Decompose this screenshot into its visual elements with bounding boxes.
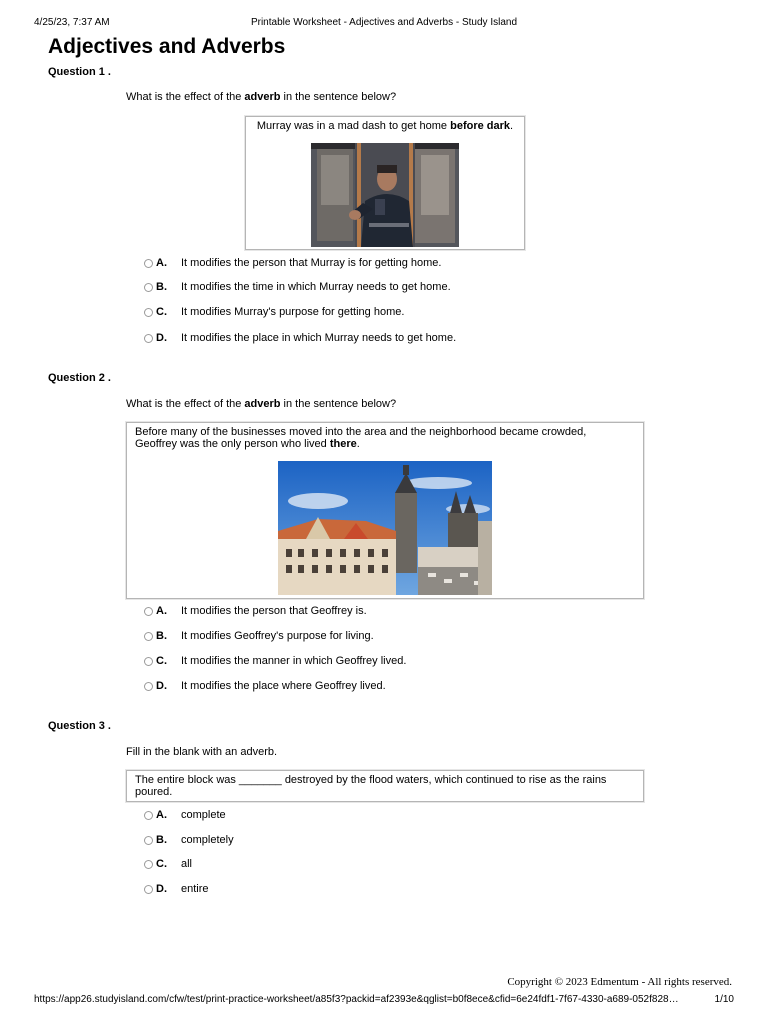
question-1-passage (245, 116, 525, 250)
choice-text: all (181, 858, 193, 870)
choice-text: It modifies the place in which Murray needs to get home. (181, 332, 457, 344)
passage-text: . (510, 120, 514, 132)
question-2-label: Question 2 . (48, 372, 111, 384)
choice-letter: A. (156, 809, 167, 821)
print-page-title: Printable Worksheet - Adjectives and Adverbs - Study Island (250, 17, 518, 28)
choice-letter: C. (156, 306, 167, 318)
passage-text: Murray was in a mad dash to get home (256, 120, 451, 132)
passage-keyword: there (329, 438, 357, 450)
passage-photo-man-at-door (311, 143, 459, 247)
choice-text: It modifies Murray's purpose for getting home. (181, 306, 405, 318)
choice-letter: C. (156, 655, 167, 667)
question-3-passage (126, 770, 644, 802)
choice-text: completely (181, 834, 234, 846)
prompt-keyword: adverb (244, 91, 281, 103)
radio-button[interactable] (144, 308, 153, 317)
question-3-prompt: Fill in the blank with an adverb. (126, 746, 278, 758)
choice-letter: B. (156, 630, 167, 642)
passage-text: Before many of the businesses moved into the area and the neighborhood became crowded, Geoffrey was the only person who lived (135, 426, 587, 450)
passage-photo-old-town-square (278, 461, 492, 595)
choice-letter: B. (156, 834, 167, 846)
choice-text: It modifies the place where Geoffrey lived. (181, 680, 386, 692)
question-2-prompt (126, 398, 396, 411)
question-1-label: Question 1 . (48, 66, 111, 78)
choice-letter: C. (156, 858, 167, 870)
passage-sentence (254, 120, 516, 132)
question-1-prompt (126, 91, 396, 104)
choice-letter: B. (156, 281, 167, 293)
choice-text: It modifies Geoffrey's purpose for living. (181, 630, 374, 642)
choice-letter: D. (156, 883, 167, 895)
print-datetime: 4/25/23, 7:37 AM (34, 17, 110, 28)
radio-button[interactable] (144, 682, 153, 691)
choice-letter: A. (156, 605, 167, 617)
radio-button[interactable] (144, 632, 153, 641)
choice-text: entire (181, 883, 209, 895)
choice-text: It modifies the person that Geoffrey is. (181, 605, 367, 617)
choice-text: complete (181, 809, 226, 821)
radio-button[interactable] (144, 334, 153, 343)
page-number: 1/10 (714, 994, 734, 1005)
worksheet-title: Adjectives and Adverbs (48, 35, 286, 58)
radio-button[interactable] (144, 860, 153, 869)
choice-letter: D. (156, 680, 167, 692)
question-2-passage (126, 422, 644, 599)
radio-button[interactable] (144, 885, 153, 894)
choice-text: It modifies the manner in which Geoffrey lived. (181, 655, 407, 667)
prompt-text: in the sentence below? (280, 91, 397, 103)
choice-text: It modifies the person that Murray is for getting home. (181, 257, 442, 269)
radio-button[interactable] (144, 836, 153, 845)
print-url: https://app26.studyisland.com/cfw/test/print-practice-worksheet/a85f3?packid=af2393e&qglist=b0f8ece&cfid=6e24fdf1-7f67-4330-a689-052f828… (34, 994, 679, 1005)
choice-letter: A. (156, 257, 167, 269)
copyright-notice: Copyright © 2023 Edmentum - All rights reserved. (507, 976, 732, 988)
question-3-label: Question 3 . (48, 720, 111, 732)
prompt-keyword: adverb (244, 398, 281, 410)
prompt-text: in the sentence below? (280, 398, 397, 410)
radio-button[interactable] (144, 811, 153, 820)
passage-keyword: before dark (450, 120, 511, 132)
choice-letter: D. (156, 332, 167, 344)
prompt-text: What is the effect of the (126, 91, 245, 103)
radio-button[interactable] (144, 607, 153, 616)
passage-sentence: The entire block was _______ destroyed by the flood waters, which continued to rise as the rains poured. (135, 774, 607, 798)
radio-button[interactable] (144, 259, 153, 268)
radio-button[interactable] (144, 283, 153, 292)
passage-text: . (356, 438, 360, 450)
choice-text: It modifies the time in which Murray needs to get home. (181, 281, 451, 293)
passage-sentence (135, 426, 615, 450)
print-header (0, 17, 768, 31)
prompt-text: What is the effect of the (126, 398, 245, 410)
radio-button[interactable] (144, 657, 153, 666)
